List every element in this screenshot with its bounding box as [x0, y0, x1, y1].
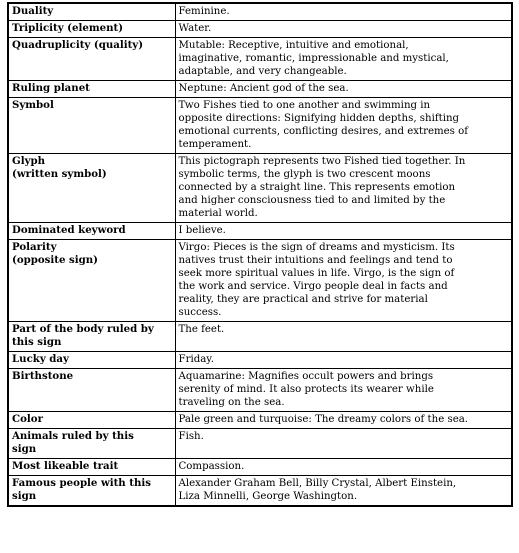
row-value: Alexander Graham Bell, Billy Crystal, Albert Einstein, Liza Minnelli, George Washington. [175, 476, 512, 507]
row-label: Triplicity (element) [8, 21, 175, 38]
table-row [8, 154, 512, 223]
table-row [8, 3, 512, 21]
table-row [8, 429, 512, 459]
table-row [8, 240, 512, 322]
table-row [8, 223, 512, 240]
row-label: Quadruplicity (quality) [8, 38, 175, 81]
row-value: Friday. [175, 352, 512, 369]
table-row [8, 476, 512, 507]
row-label: Ruling planet [8, 81, 175, 98]
row-label: Color [8, 412, 175, 429]
row-label: Animals ruled by this sign [8, 429, 175, 459]
table-row [8, 412, 512, 429]
row-value: Two Fishes tied to one another and swimming in opposite directions: Signifying hidden depths, shifting emotional currents, conflicting desires, and extremes of temperament. [175, 98, 512, 154]
row-label: Glyph (written symbol) [8, 154, 175, 223]
row-value: Virgo: Pieces is the sign of dreams and mysticism. Its natives trust their intuitions and feelings and tend to seek more spiritual values in life. Virgo, is the sign of the work and service. Virgo people deal in facts and reality, they are practical and strive for material success. [175, 240, 512, 322]
table-row [8, 21, 512, 38]
row-label: Most likeable trait [8, 459, 175, 476]
row-label: Lucky day [8, 352, 175, 369]
row-value: This pictograph represents two Fished tied together. In symbolic terms, the glyph is two crescent moons connected by a straight line. This represents emotion and higher consciousness tied to and limited by the material world. [175, 154, 512, 223]
row-value: Mutable: Receptive, intuitive and emotional, imaginative, romantic, impressionable and mystical, adaptable, and very changeable. [175, 38, 512, 81]
row-label: Symbol [8, 98, 175, 154]
row-value: Water. [175, 21, 512, 38]
row-value: Compassion. [175, 459, 512, 476]
row-label: Duality [8, 3, 175, 21]
row-value: Feminine. [175, 3, 512, 21]
row-label: Famous people with this sign [8, 476, 175, 507]
row-value: Pale green and turquoise: The dreamy colors of the sea. [175, 412, 512, 429]
row-label: Part of the body ruled by this sign [8, 322, 175, 352]
table-row [8, 459, 512, 476]
row-label: Dominated keyword [8, 223, 175, 240]
table-row [8, 322, 512, 352]
row-value: The feet. [175, 322, 512, 352]
table-row [8, 369, 512, 412]
row-value: Aquamarine: Magnifies occult powers and brings serenity of mind. It also protects its wearer while traveling on the sea. [175, 369, 512, 412]
table-row [8, 98, 512, 154]
row-value: Neptune: Ancient god of the sea. [175, 81, 512, 98]
row-value: I believe. [175, 223, 512, 240]
row-label: Birthstone [8, 369, 175, 412]
table-row [8, 352, 512, 369]
row-value: Fish. [175, 429, 512, 459]
table-row [8, 38, 512, 81]
row-label: Polarity (opposite sign) [8, 240, 175, 322]
zodiac-attributes-table [7, 2, 513, 507]
table-row [8, 81, 512, 98]
